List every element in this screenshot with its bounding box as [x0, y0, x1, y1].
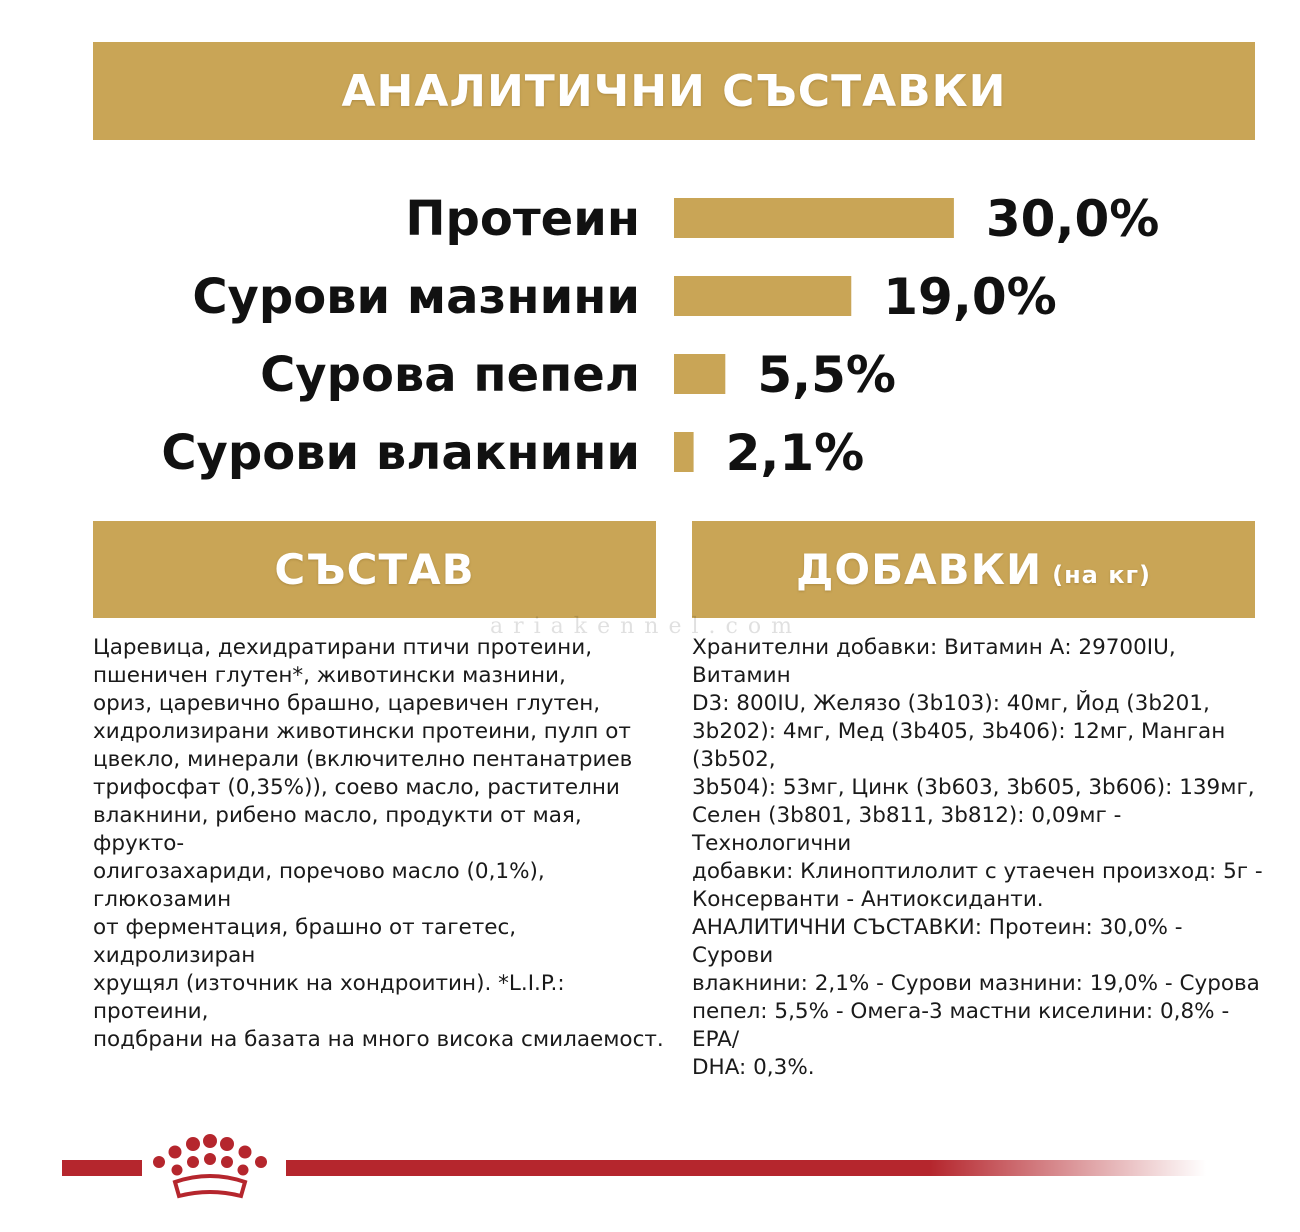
bar — [674, 354, 725, 394]
footer-stripe-right — [286, 1160, 1206, 1176]
analytical-heading-text: АНАЛИТИЧНИ СЪСТАВКИ — [341, 65, 1007, 117]
value-label: 19,0% — [883, 268, 1057, 326]
bar — [674, 432, 694, 472]
value-label: 2,1% — [725, 424, 865, 482]
category-label: Протеин — [405, 191, 640, 247]
category-label: Сурова пепел — [260, 347, 640, 403]
watermark: ariakennel.com — [490, 614, 802, 639]
value-label: 30,0% — [985, 190, 1160, 248]
footer-stripe-left — [62, 1160, 142, 1176]
bar — [674, 276, 851, 316]
additives-text: Хранителни добавки: Витамин А: 29700IU, Витамин D3: 800IU, Желязо (3b103): 40мг, Йод (3b201, 3b202): 4мг, Мед (3b405, 3b406): 12мг, Манган (3b502, 3b504): 53мг, Цинк (3b603, 3b605, 3b606): 139мг, Селен (3b801, 3b811, 3b812): 0,09мг - Технологични добавки: Клиноптилолит с утаечен произход: 5г - Консерванти - Антиоксиданти. АНАЛИТИЧНИ СЪСТАВКИ: Протеин: 30,0% - Сурови влакнини: 2,1% - Сурови мазнини: 19,0% - Сурова пепел: 5,5% - Омега-3 мастни киселини: 0,8% - EPA/ DHA: 0,3%. — [692, 635, 1263, 1080]
additives-heading — [692, 521, 1255, 618]
composition-heading — [93, 521, 656, 618]
category-label: Сурови мазнини — [192, 269, 640, 325]
additives-unit-text: (на кг) — [1052, 560, 1152, 589]
composition-text: Царевица, дехидратирани птичи протеини, пшеничен глутен*, животински мазнини, ориз, царевично брашно, царевичен глутен, хидролизирани животински протеини, пулп от цвекло, минерали (включително пентанатриев трифосфат (0,35%)), соево масло, растителни влакнини, рибено масло, продукти от мая, фрукто- олигозахариди, поречово масло (0,1%), глюкозамин от ферментация, брашно от тагетес, хидролизиран хрущял (източник на хондроитин). *L.I.P.: протеини, подбрани на базата на много висока смилаемост. — [93, 635, 664, 1052]
composition-heading-text: СЪСТАВ — [274, 545, 475, 594]
additives-heading-text: ДОБАВКИ — [795, 545, 1043, 594]
crown-logo-icon — [145, 1130, 275, 1202]
analytical-constituents-heading — [93, 42, 1255, 140]
category-label: Сурови влакнини — [161, 425, 640, 481]
analytical-bar-chart — [0, 170, 1300, 490]
value-label: 5,5% — [757, 346, 896, 404]
bar — [674, 198, 954, 238]
